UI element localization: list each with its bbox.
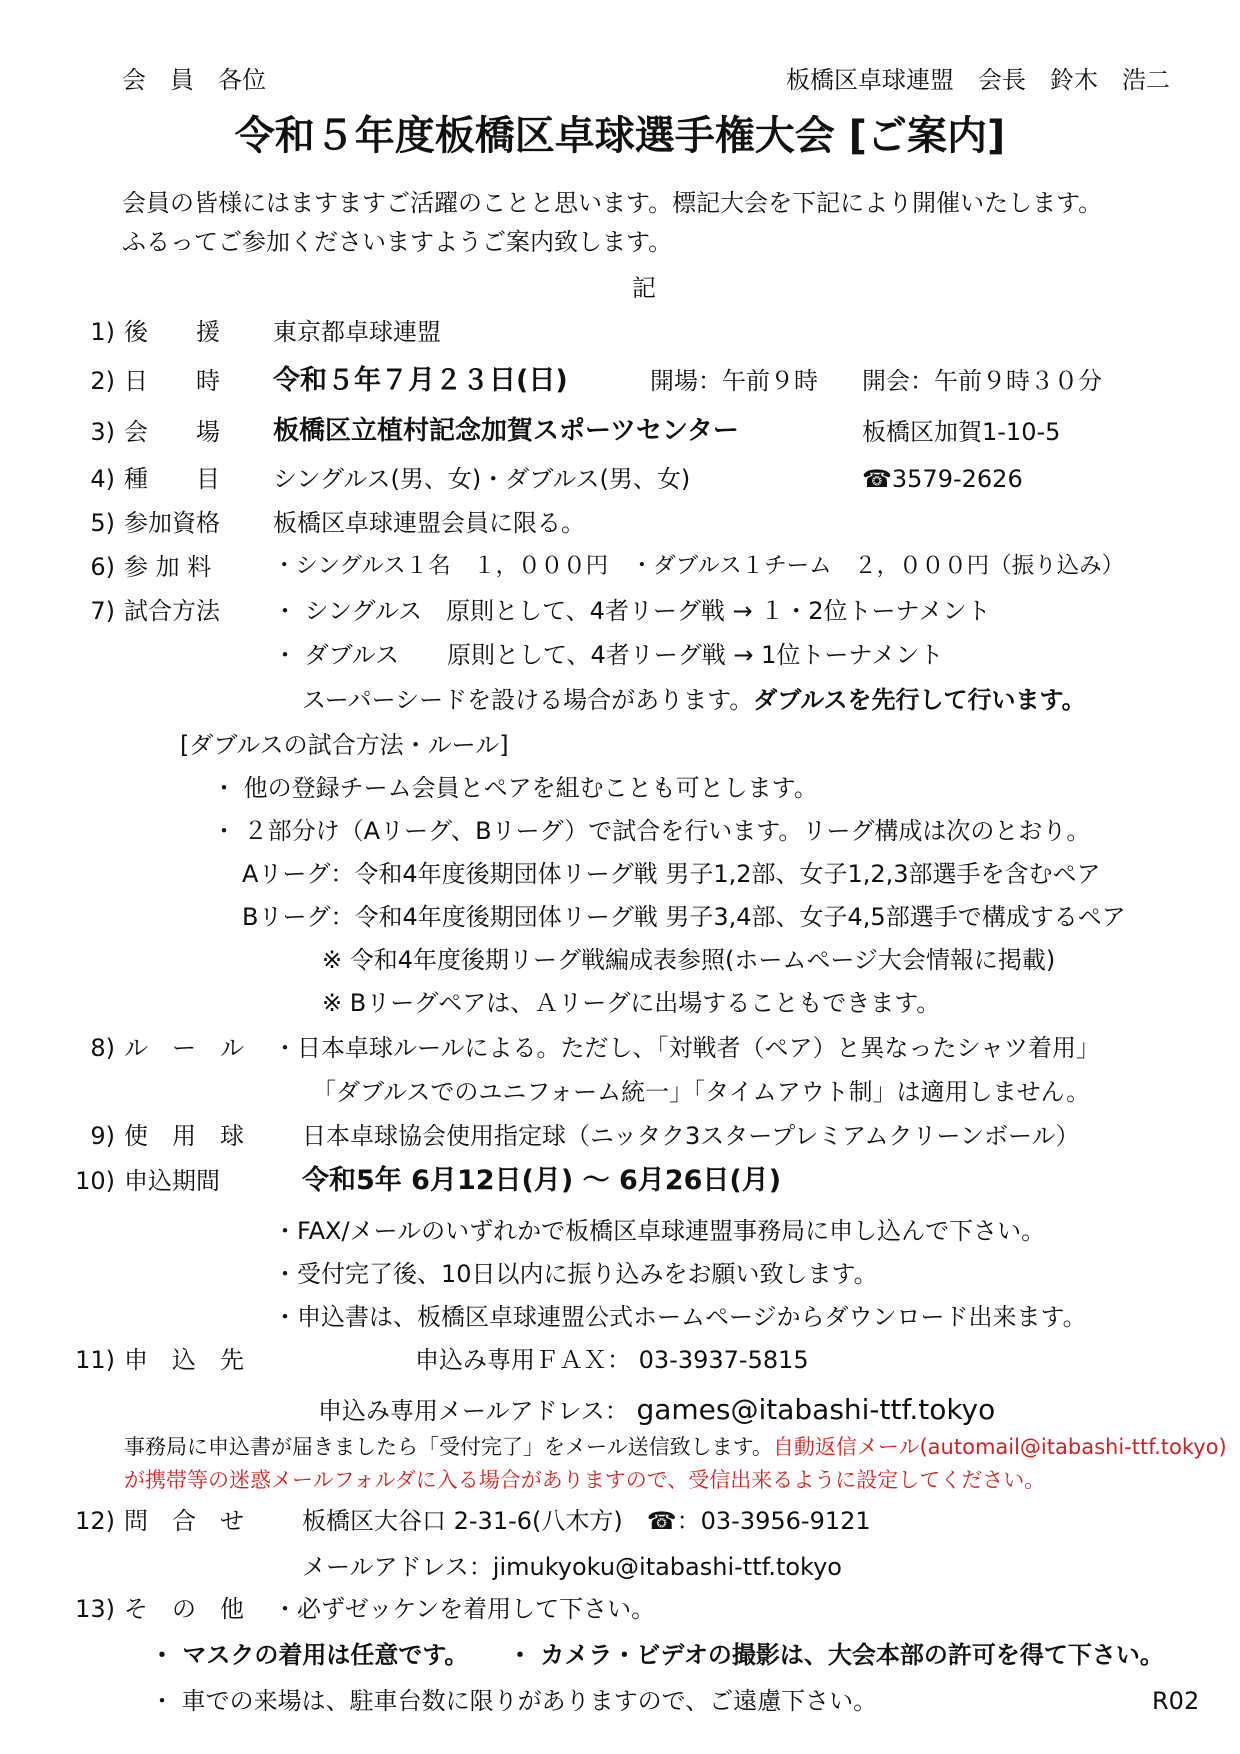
super-seed-text: スーパーシードを設ける場合があります。 [302,686,754,714]
application-line-2: ・受付完了後、10日以内に振り込みをお願い致します。 [273,1260,878,1288]
intro-line-1: 会員の皆様にはますますご活躍のことと思います。標記大会を下記により開催いたします。 [122,189,1103,217]
item-application-to [0,1348,1240,1378]
inquiry-address: 板橋区大谷口 2-31-6(八木方) ☎：03-3956-9121 [302,1507,871,1535]
doubles-first-text: ダブルスを先行して行います。 [753,686,1086,714]
item-match-format [0,599,1240,629]
item-rules [0,1036,1240,1066]
league-a: Aリーグ：令和4年度後期団体リーグ戦 男子1,2部、女子1,2,3部選手を含むペア [242,860,1101,888]
opening-time: 開会：午前９時３０分 [862,367,1102,395]
item-number: 7) [90,597,115,625]
intro-line-2: ふるってご参加くださいますようご案内致します。 [122,228,673,256]
venue-phone: ☎3579-2626 [862,465,1023,493]
item-value: 板橋区卓球連盟会員に限る。 [273,509,585,537]
item-support [0,320,1240,350]
application-email[interactable]: games@itabashi-ttf.tokyo [636,1393,996,1426]
item-venue [0,418,1240,450]
email-label: 申込み専用メールアドレス： [318,1397,629,1425]
ki-heading: 記 [632,274,656,302]
mask-note: ・ マスクの着用は任意です。 [150,1641,469,1669]
item-label: 試合方法 [124,597,220,625]
notice-text: 事務局に申込書が届きましたら「受付完了」をメール送信致します。 [124,1435,773,1459]
rules-line-2: 「ダブルスでのユニフォーム統一」「タイムアウト制」は適用しません。 [312,1078,1091,1106]
item-eligibility [0,511,1240,541]
item-number: 12) [75,1507,115,1535]
application-fax: 申込み専用ＦＡＸ： 03-3937-5815 [415,1346,809,1374]
item-events [0,467,1240,497]
doubles-rule-1: ・ 他の登録チーム会員とペアを組むことも可とします。 [212,774,818,802]
item-number: 9) [90,1122,115,1150]
item-number: 8) [90,1034,115,1062]
note-2: ※ Bリーグペアは、Ａリーグに出場することもできます。 [322,989,941,1017]
item-number: 5) [90,509,115,537]
item-ball [0,1124,1240,1154]
addressee: 会 員 各位 [122,66,266,94]
item-label: 申込期間 [124,1167,220,1195]
inquiry-email[interactable]: メールアドレス：jimukyoku@itabashi-ttf.tokyo [302,1553,842,1581]
item-value: シングルス(男、女)・ダブルス(男、女) [273,465,691,493]
venue-name: 板橋区立植村記念加賀スポーツセンター [273,416,739,446]
item-label: 日 時 [124,367,220,395]
sender: 板橋区卓球連盟 会長 鈴木 浩二 [786,66,1170,94]
item-label: 種 目 [124,465,220,493]
venue-address: 板橋区加賀1-10-5 [862,418,1061,446]
doubles-format: ・ ダブルス 原則として、4者リーグ戦 → 1位トーナメント [273,641,944,669]
camera-note: ・ カメラ・ビデオの撮影は、大会本部の許可を得て下さい。 [508,1641,1164,1669]
item-label: 参加資格 [124,509,220,537]
item-number: 10) [75,1167,115,1195]
item-label: 問 合 せ [124,1507,244,1535]
item-value: 東京都卓球連盟 [273,318,441,346]
item-label: 使 用 球 [124,1122,244,1150]
page-title: 令和５年度板橋区卓球選手権大会 [ご案内] [234,113,1006,159]
item-label: ル ー ル [124,1034,244,1062]
item-label: 参 加 料 [124,553,212,581]
doubles-rules-heading: [ダブルスの試合方法・ルール] [180,731,509,759]
item-fee [0,555,1240,585]
item-number: 4) [90,465,115,493]
item-number: 3) [90,418,115,446]
item-value: ・シングルス１名 １，０００円 ・ダブルス１チーム ２，０００円（振り込み） [273,553,1125,579]
item-number: 1) [90,318,115,346]
document-code: R02 [1152,1687,1200,1715]
event-date: 令和５年７月２３日(日) [273,365,568,396]
note-1: ※ 令和4年度後期リーグ戦編成表参照(ホームページ大会情報に掲載) [322,946,1056,974]
item-inquiry [0,1509,1240,1539]
notice-red-text: 自動返信メール(automail@itabashi-ttf.tokyo) [772,1435,1227,1459]
application-period: 令和5年 6月12日(月) ～ 6月26日(月) [302,1165,782,1196]
item-label: そ の 他 [124,1595,244,1623]
application-line-1: ・FAX/メールのいずれかで板橋区卓球連盟事務局に申し込んで下さい。 [273,1217,1046,1245]
rules-line-1: ・日本卓球ルールによる。ただし、「対戦者（ペア）と異なったシャツ着用」 [273,1034,1101,1062]
singles-format: ・ シングルス 原則として、4者リーグ戦 → １・2位トーナメント [273,597,991,625]
application-email-row [318,1393,996,1426]
item-label: 後 援 [124,318,220,346]
doubles-rule-2: ・ ２部分け（Aリーグ、Bリーグ）で試合を行います。リーグ構成は次のとおり。 [212,817,1091,845]
item-number: 13) [75,1595,115,1623]
application-line-3: ・申込書は、板橋区卓球連盟公式ホームページからダウンロード出来ます。 [273,1303,1087,1331]
item-number: 2) [90,367,115,395]
item-label: 申 込 先 [124,1346,244,1374]
league-b: Bリーグ：令和4年度後期団体リーグ戦 男子3,4部、女子4,5部選手で構成するペア [242,903,1126,931]
notice-line-2: が携帯等の迷惑メールフォルダに入る場合がありますので、受信出来るように設定してください。 [124,1468,1046,1492]
item-application-period [0,1167,1240,1199]
doors-open: 開場：午前９時 [650,367,818,395]
item-number: 11) [75,1346,115,1374]
item-number: 6) [90,553,115,581]
parking-note: ・ 車での来場は、駐車台数に限りがありますので、ご遠慮下さい。 [150,1687,878,1715]
item-datetime [0,367,1240,399]
item-label: 会 場 [124,418,220,446]
notice-line-1 [124,1437,1227,1458]
super-seed-note [302,688,1086,712]
item-value: ・必ずゼッケンを着用して下さい。 [273,1595,656,1623]
item-value: 日本卓球協会使用指定球（ニッタク3スタープレミアムクリーンボール） [302,1122,1080,1150]
item-others [0,1597,1240,1627]
